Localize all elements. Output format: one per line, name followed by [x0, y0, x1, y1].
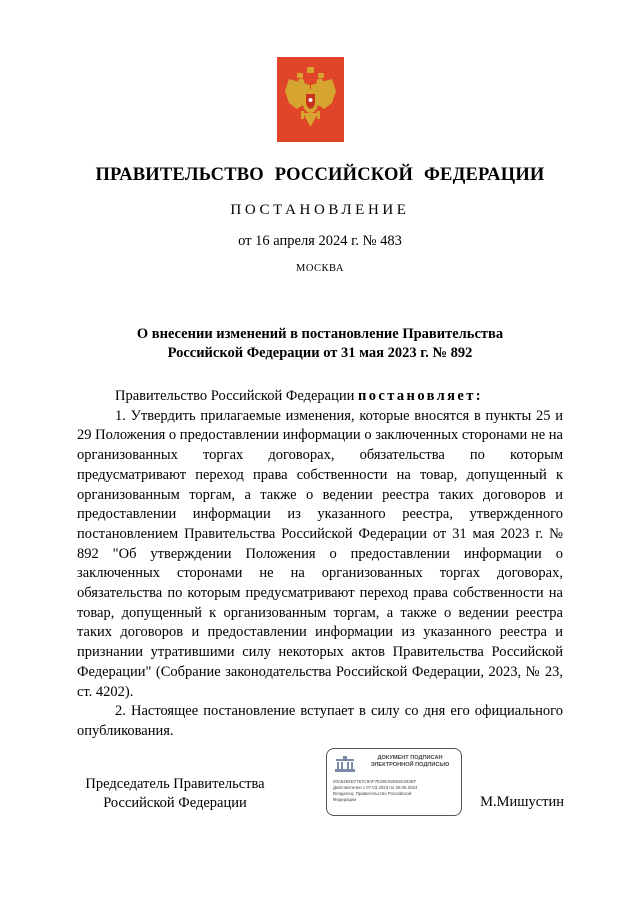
- stamp-validity: Действителен с 07.03.2023 по 30.05.2024: [333, 785, 418, 790]
- electronic-signature-stamp: [326, 748, 462, 816]
- stamp-title-line-1: ДОКУМЕНТ ПОДПИСАН: [377, 755, 443, 761]
- stamp-owner-line-1: Владелец: Правительство Российской: [333, 791, 412, 796]
- document-subject: [90, 325, 550, 363]
- stamp-serial: 00A5493D7767C9AF7E29C82091E403EF: [333, 779, 417, 784]
- document-date-number: от 16 апреля 2024 г. № 483: [238, 233, 402, 249]
- preamble-paragraph: [77, 387, 563, 407]
- government-title: ПРАВИТЕЛЬСТВО РОССИЙСКОЙ ФЕДЕРАЦИИ: [95, 165, 545, 185]
- item-2-paragraph: 2. Настоящее постановление вступает в силу со дня его официального опубликования.: [77, 703, 563, 739]
- coat-of-arms-icon: [277, 57, 344, 142]
- building-icon: [333, 756, 357, 772]
- stamp-details: [333, 779, 459, 803]
- preamble-text: Правительство Российской Федерации: [115, 388, 358, 404]
- signer-position: [75, 775, 275, 813]
- document-type: ПОСТАНОВЛЕНИЕ: [230, 202, 410, 218]
- subject-line-1: О внесении изменений в постановление Правительства: [136, 326, 504, 342]
- stamp-title-line-2: ЭЛЕКТРОННОЙ ПОДПИСЬЮ: [370, 762, 450, 768]
- preamble-verb: постановляет:: [357, 388, 484, 404]
- subject-line-2: Российской Федерации от 31 мая 2023 г. № 892: [167, 345, 473, 361]
- signer-position-line-2: Российской Федерации: [103, 795, 247, 811]
- stamp-title: [361, 755, 459, 769]
- stamp-owner-line-2: Федерации: [333, 797, 356, 802]
- document-body: [77, 387, 563, 742]
- document-city: МОСКВА: [296, 263, 344, 274]
- signer-name: М.Мишустин: [480, 794, 564, 810]
- signer-position-line-1: Председатель Правительства: [85, 776, 265, 792]
- item-1-paragraph: 1. Утвердить прилагаемые изменения, которые вносятся в пункты 25 и 29 Положения о предоставлении информации о заключенных сторонами не на организованных торгах договорах, обязательства по которым предусматривают переход права собственности на товар, допущенный к организованным торгам, а также о ведении реестра таких договоров и предоставлении информации из указанного реестра, утвержденного постановлением Правительства Российской Федерации от 31 мая 2023 г. № 892 "Об утверждении Положения о предоставлении информации о заключенных сторонами не на организованных торгах договорах, обязательства по которым предусматривают переход права собственности на товар, допущенный к организованным торгам, а также о ведении реестра таких договоров и предоставлении информации из указанного реестра и признании утратившими силу некоторых актов Правительства Российской Федерации" (Собрание законодательства Российской Федерации, 2023, № 23, ст. 4202).: [77, 407, 563, 700]
